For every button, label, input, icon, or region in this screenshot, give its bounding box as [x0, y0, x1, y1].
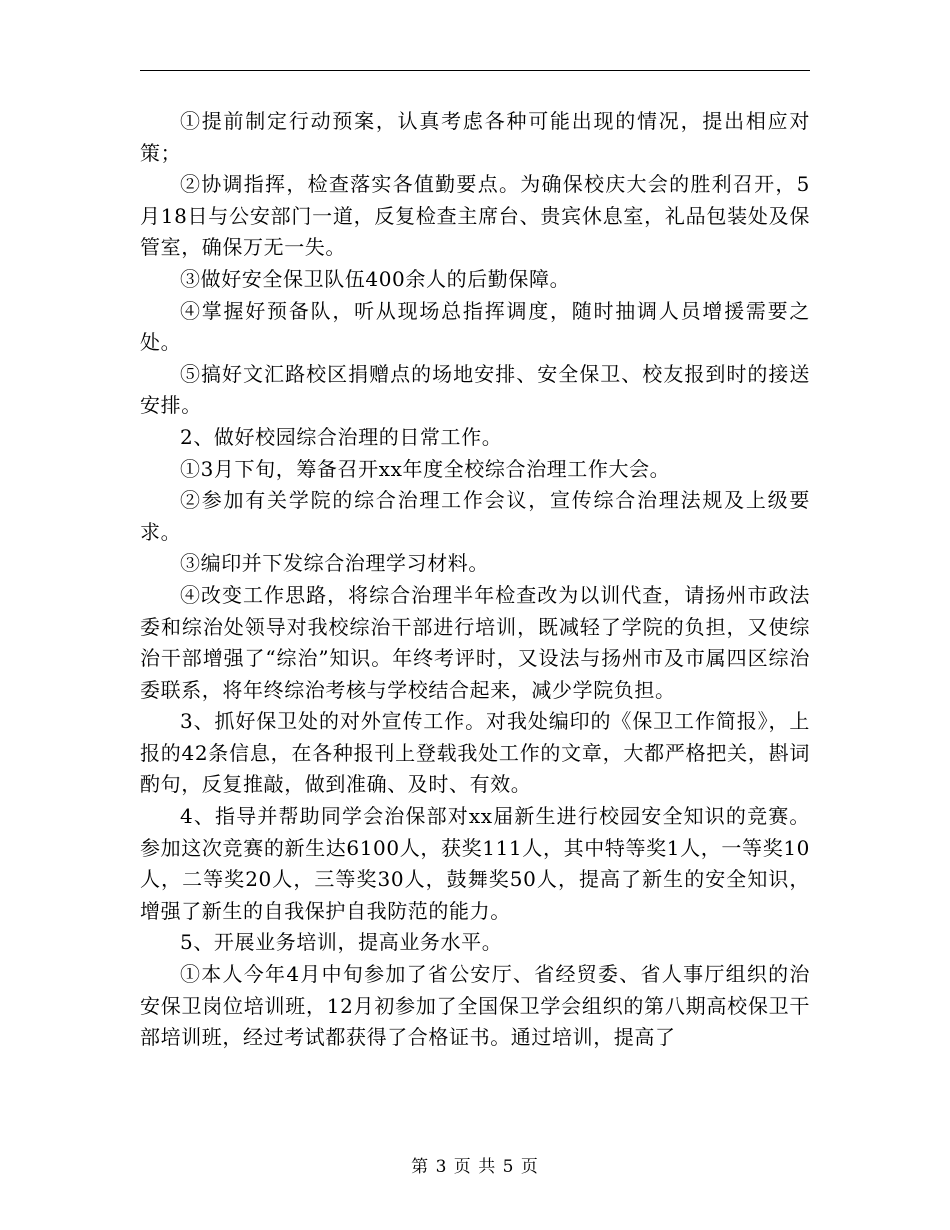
paragraph: ②协调指挥，检查落实各值勤要点。为确保校庆大会的胜利召开，5月18日与公安部门一道，反复检查主席台、贵宾休息室，礼品包装处及保管室，确保万无一失。 [140, 172, 810, 260]
paragraph: ⑤搞好文汇路校区捐赠点的场地安排、安全保卫、校友报到时的接送安排。 [140, 361, 810, 418]
paragraph: ④改变工作思路，将综合治理半年检查改为以训代查，请扬州市政法委和综治处领导对我校综治干部进行培训，既减轻了学院的负担，又使综治干部增强了“综治”知识。年终考评时，又设法与扬州市及市属四区综治委联系，将年终综治考核与学校结合起来，减少学院负担。 [140, 582, 810, 702]
page-number-footer: 第 3 页 共 5 页 [411, 1157, 539, 1177]
paragraph: ④掌握好预备队，听从现场总指挥调度，随时抽调人员增援需要之处。 [140, 298, 810, 355]
paragraph: 4、指导并帮助同学会治保部对xx届新生进行校园安全知识的竞赛。参加这次竞赛的新生达6100人，获奖111人，其中特等奖1人，一等奖10人，二等奖20人，三等奖30人，鼓舞奖50人，提高了新生的安全知识，增强了新生的自我保护自我防范的能力。 [140, 804, 810, 923]
paragraph: ①3月下旬，筹备召开xx年度全校综合治理工作大会。 [180, 456, 671, 481]
paragraph: ③编印并下发综合治理学习材料。 [180, 551, 489, 576]
paragraph: ②参加有关学院的综合治理工作会议，宣传综合治理法规及上级要求。 [140, 488, 810, 544]
paragraph: ①本人今年4月中旬参加了省公安厅、省经贸委、省人事厅组织的治安保卫岗位培训班，12月初参加了全国保卫学会组织的第八期高校保卫干部培训班，经过考试都获得了合格证书。通过培训，提高了 [140, 962, 810, 1050]
paragraph: ①提前制定行动预案，认真考虑各种可能出现的情况，提出相应对策； [140, 109, 810, 165]
paragraph: 3、抓好保卫处的对外宣传工作。对我处编印的《保卫工作简报》，上报的42条信息，在各种报刊上登载我处工作的文章，大都严格把关，斟词酌句，反复推敲，做到准确、及时、有效。 [140, 709, 810, 797]
paragraph: ③做好安全保卫队伍400余人的后勤保障。 [180, 266, 571, 291]
section-heading: 2、做好校园综合治理的日常工作。 [180, 424, 503, 449]
section-heading: 5、开展业务培训，提高业务水平。 [180, 930, 503, 955]
header-rule [140, 70, 810, 71]
document-body [140, 106, 810, 1054]
